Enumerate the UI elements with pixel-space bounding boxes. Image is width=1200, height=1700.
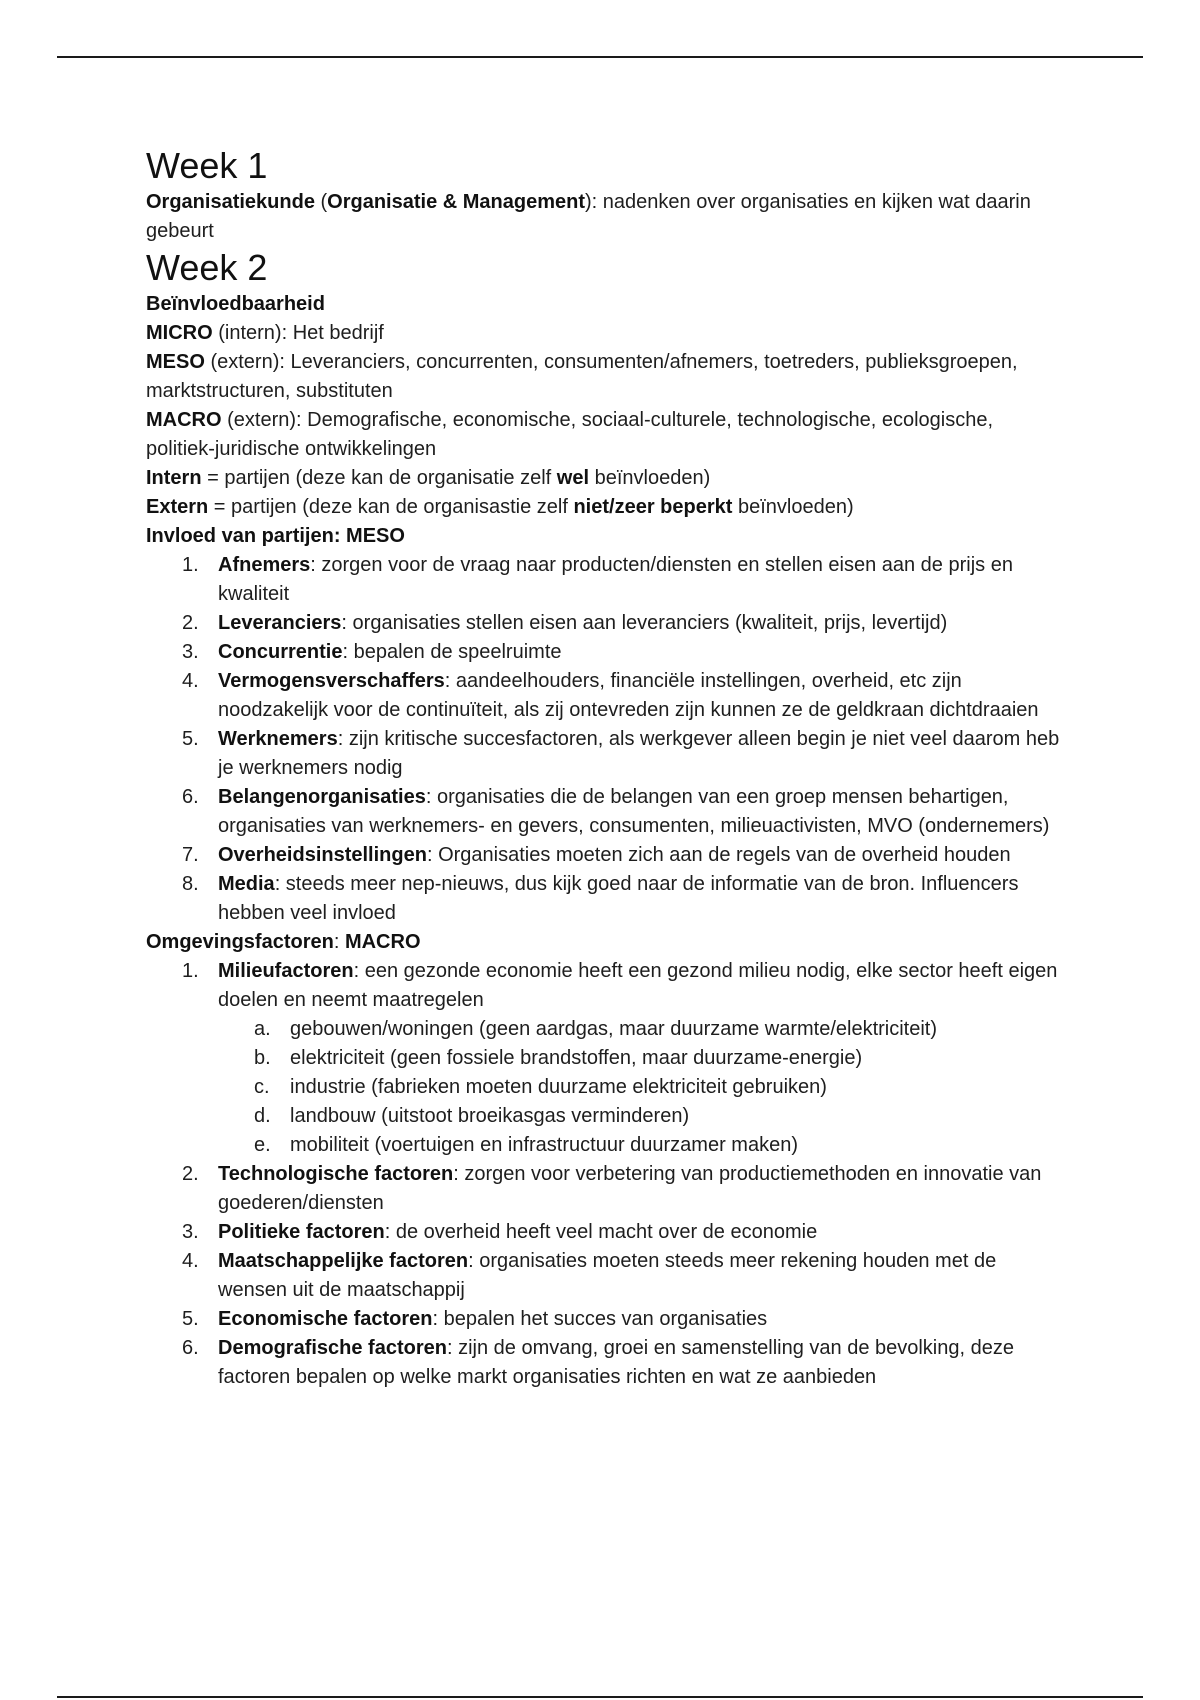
top-rule: [57, 56, 1143, 58]
week2-heading: Week 2: [146, 247, 268, 288]
list-item: 7. Overheidsinstellingen: Organisaties moeten zich aan de regels van de overheid houden: [182, 844, 1011, 866]
extern-line: Extern = partijen (deze kan de organisastie zelf niet/zeer beperkt beïnvloeden): [146, 496, 854, 518]
list-item: 8. Media: steeds meer nep-nieuws, dus kijk goed naar de informatie van de bron. Influencers hebben veel invloed: [182, 873, 1019, 924]
meso-line: MESO (extern): Leveranciers, concurrenten, consumenten/afnemers, toetreders, publieksgroepen, marktstructuren, substituten: [146, 351, 1018, 402]
list-item: 1. Afnemers: zorgen voor de vraag naar producten/diensten en stellen eisen aan de prijs en kwaliteit: [182, 554, 1013, 605]
week1-heading: Week 1: [146, 145, 268, 186]
document-body: [146, 144, 1066, 1392]
sub-list-item: e. mobiliteit (voertuigen en infrastructuur duurzamer maken): [254, 1134, 798, 1156]
list-item: 2. Leveranciers: organisaties stellen eisen aan leveranciers (kwaliteit, prijs, levertijd): [182, 612, 948, 634]
list-item: 1. Milieufactoren: een gezonde economie heeft een gezond milieu nodig, elke sector heeft eigen doelen en neemt maatregelen a. gebouwen/woningen (geen aardgas, maar duurzame warmte/elektriciteit) b. elektriciteit (geen fossiele brandstoffen, maar duurzame-energie) c. industrie (fabrieken moeten duurzame elektriciteit gebruiken) d. landbouw (uitstoot broeikasgas verminderen) e. mobiliteit (voertuigen en infrastructuur duurzamer maken): [146, 957, 1066, 1160]
list-item: 4. Vermogensverschaffers: aandeelhouders, financiële instellingen, overheid, etc zijn noodzakelijk voor de continuïteit, als zij ontevreden zijn kunnen ze de geldkraan dichtdraaien: [182, 670, 1039, 721]
organisatiekunde-line: Organisatiekunde (Organisatie & Management): nadenken over organisaties en kijken wat daarin gebeurt: [146, 191, 1031, 242]
sub-list-item: d. landbouw (uitstoot broeikasgas verminderen): [254, 1105, 690, 1127]
invloed-list: [146, 551, 1066, 928]
term: Organisatiekunde: [146, 191, 315, 213]
list-item: 6. Belangenorganisaties: organisaties die de belangen van een groep mensen behartigen, organisaties van werknemers- en gevers, consumenten, milieuactivisten, MVO (ondernemers): [182, 786, 1050, 837]
milieu-sublist: [218, 1015, 1066, 1160]
list-item: 3. Politieke factoren: de overheid heeft veel macht over de economie: [182, 1221, 818, 1243]
list-item: 5. Werknemers: zijn kritische succesfactoren, als werkgever alleen begin je niet veel daarom heb je werknemers nodig: [182, 728, 1060, 779]
list-item: 6. Demografische factoren: zijn de omvang, groei en samenstelling van de bevolking, deze factoren bepalen op welke markt organisaties richten en wat ze aanbieden: [182, 1337, 1014, 1388]
sub-list-item: a. gebouwen/woningen (geen aardgas, maar duurzame warmte/elektriciteit): [254, 1018, 938, 1040]
bottom-rule: [57, 1696, 1143, 1698]
list-item: 2. Technologische factoren: zorgen voor verbetering van productiemethoden en innovatie van goederen/diensten: [182, 1163, 1042, 1214]
omgeving-list: [146, 957, 1066, 1392]
sub-list-item: b. elektriciteit (geen fossiele brandstoffen, maar duurzame-energie): [254, 1047, 863, 1069]
micro-line: MICRO (intern): Het bedrijf: [146, 322, 384, 344]
subheading: Beïnvloedbaarheid: [146, 293, 325, 315]
sub-list-item: c. industrie (fabrieken moeten duurzame elektriciteit gebruiken): [254, 1076, 827, 1098]
macro-line: MACRO (extern): Demografische, economische, sociaal-culturele, technologische, ecologische, politiek-juridische ontwikkelingen: [146, 409, 994, 460]
list-item: 5. Economische factoren: bepalen het succes van organisaties: [182, 1308, 768, 1330]
omgeving-heading: Omgevingsfactoren: MACRO: [146, 931, 421, 953]
list-item: 4. Maatschappelijke factoren: organisaties moeten steeds meer rekening houden met de wensen uit de maatschappij: [182, 1250, 997, 1301]
list-item: 3. Concurrentie: bepalen de speelruimte: [182, 641, 562, 663]
term: Organisatie & Management: [327, 191, 585, 213]
invloed-heading: Invloed van partijen: MESO: [146, 525, 405, 547]
intern-line: Intern = partijen (deze kan de organisatie zelf wel beïnvloeden): [146, 467, 711, 489]
